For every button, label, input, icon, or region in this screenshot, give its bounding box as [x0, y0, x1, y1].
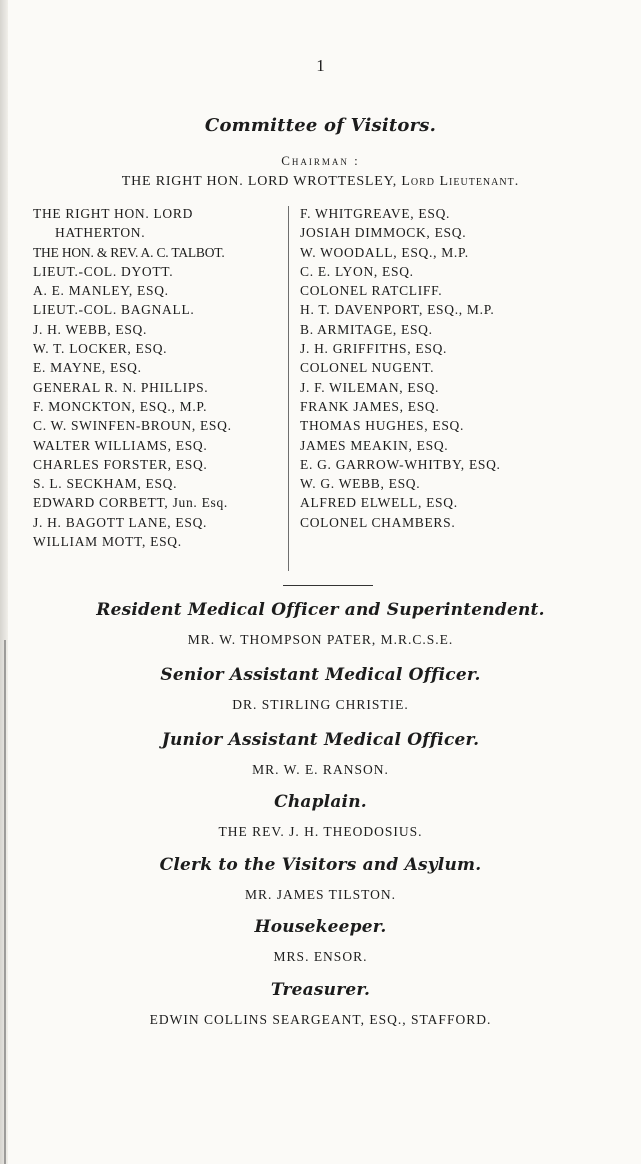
committee-member: JOSIAH DIMMOCK, ESQ. [300, 225, 467, 241]
committee-member: COLONEL CHAMBERS. [300, 514, 456, 530]
office-title-treasurer: Treasurer. [270, 980, 371, 1000]
committee-title: Committee of Visitors. [204, 115, 437, 136]
office-holder-resident-medical-officer: MR. W. THOMPSON PATER, M.R.C.S.E. [187, 632, 454, 647]
committee-member: LIEUT.-COL. DYOTT. [33, 263, 174, 279]
committee-member: C. W. SWINFEN-BROUN, ESQ. [33, 418, 232, 434]
committee-member: W. WOODALL, ESQ., M.P. [300, 244, 469, 260]
section-rule [283, 585, 373, 586]
committee-member: WILLIAM MOTT, ESQ. [33, 534, 182, 550]
committee-member: E. G. GARROW-WHITBY, ESQ. [300, 456, 501, 472]
column-divider [288, 206, 289, 571]
committee-member: W. T. LOCKER, ESQ. [33, 341, 168, 357]
office-holder-housekeeper: MRS. ENSOR. [273, 949, 368, 964]
committee-member: COLONEL NUGENT. [300, 360, 435, 376]
committee-member: EDWARD CORBETT, Jun. Esq. [33, 495, 228, 511]
committee-member: S. L. SECKHAM, ESQ. [33, 476, 178, 492]
office-title-housekeeper: Housekeeper. [254, 917, 387, 937]
committee-right-column [300, 204, 600, 532]
committee-member: THE RIGHT HON. LORD [33, 206, 194, 221]
committee-member: JAMES MEAKIN, ESQ. [300, 437, 449, 453]
office-title-clerk: Clerk to the Visitors and Asylum. [159, 855, 482, 875]
committee-member: J. H. GRIFFITHS, ESQ. [300, 341, 448, 357]
committee-member: H. T. DAVENPORT, ESQ., M.P. [300, 302, 495, 318]
committee-member: B. ARMITAGE, ESQ. [300, 321, 433, 337]
committee-member: THOMAS HUGHES, ESQ. [300, 418, 465, 434]
committee-member: F. WHITGREAVE, ESQ. [300, 206, 451, 221]
office-holder-clerk: MR. JAMES TILSTON. [244, 887, 397, 902]
committee-member: GENERAL R. N. PHILLIPS. [33, 379, 209, 395]
chairman-line [0, 174, 641, 190]
committee-member: C. E. LYON, ESQ. [300, 263, 414, 279]
office-holder-treasurer: EDWIN COLLINS SEARGEANT, ESQ., STAFFORD. [149, 1012, 492, 1027]
committee-member: J. H. BAGOTT LANE, ESQ. [33, 514, 208, 530]
chairman-label: Chairman : [281, 153, 360, 168]
committee-member: ALFRED ELWELL, ESQ. [300, 495, 458, 511]
committee-member: A. E. MANLEY, ESQ. [33, 283, 169, 299]
office-title-senior-assistant: Senior Assistant Medical Officer. [160, 665, 481, 685]
office-holder-junior-assistant: MR. W. E. RANSON. [252, 762, 389, 777]
committee-member: J. F. WILEMAN, ESQ. [300, 379, 440, 395]
office-title-chaplain: Chaplain. [274, 792, 367, 812]
committee-left-column [33, 204, 285, 551]
office-title-junior-assistant: Junior Assistant Medical Officer. [161, 730, 480, 750]
office-holder-senior-assistant: DR. STIRLING CHRISTIE. [232, 697, 409, 712]
committee-member: THE HON. & REV. A. C. TALBOT. [33, 244, 225, 260]
committee-member: W. G. WEBB, ESQ. [300, 476, 421, 492]
committee-member: CHARLES FORSTER, ESQ. [33, 456, 208, 472]
committee-member: J. H. WEBB, ESQ. [33, 321, 148, 337]
committee-member-continued: HATHERTON. [55, 225, 146, 241]
committee-member: WALTER WILLIAMS, ESQ. [33, 437, 208, 453]
chairman-name: THE RIGHT HON. LORD WROTTESLEY, [121, 174, 398, 189]
committee-member: COLONEL RATCLIFF. [300, 283, 443, 299]
page-number: 1 [316, 56, 325, 75]
committee-member: E. MAYNE, ESQ. [33, 360, 142, 376]
committee-member: FRANK JAMES, ESQ. [300, 398, 440, 414]
office-holder-chaplain: THE REV. J. H. THEODOSIUS. [218, 824, 423, 839]
committee-member: F. MONCKTON, ESQ., M.P. [33, 398, 208, 414]
chairman-role: Lord Lieutenant. [401, 174, 520, 189]
committee-member: LIEUT.-COL. BAGNALL. [33, 302, 195, 318]
office-title-resident-medical-officer: Resident Medical Officer and Superintendent. [96, 600, 545, 620]
